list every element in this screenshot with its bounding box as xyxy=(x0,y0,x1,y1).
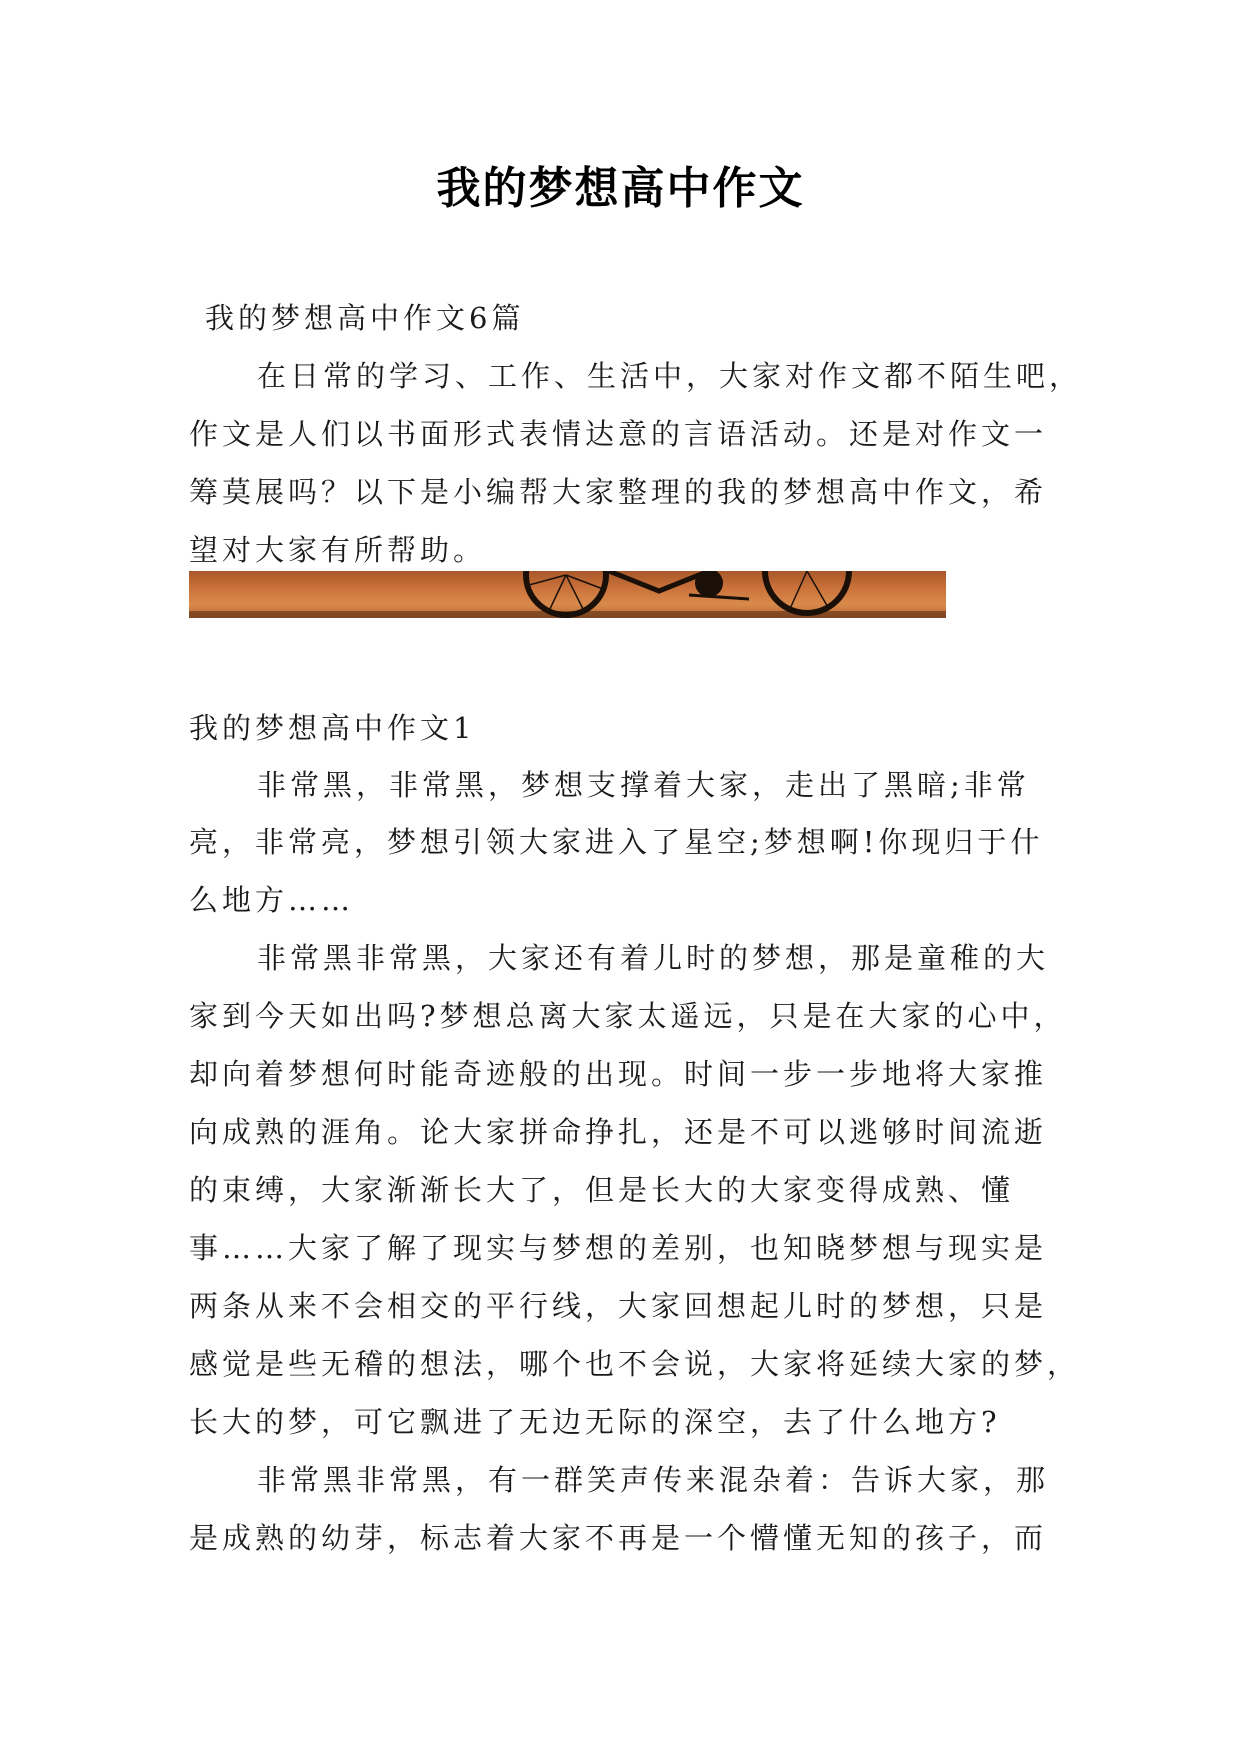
intro-line: 在日常的学习、工作、生活中，大家对作文都不陌生吧， xyxy=(257,359,1083,393)
body-line: 么地方…… xyxy=(189,883,355,917)
body-line: 向成熟的涯角。论大家拼命挣扎，还是不可以逃够时间流逝 xyxy=(189,1115,1048,1149)
body-line: 事……大家了解了现实与梦想的差别，也知晓梦想与现实是 xyxy=(189,1231,1048,1265)
document-title: 我的梦想高中作文 xyxy=(436,163,805,214)
body-line: 却向着梦想何时能奇迹般的出现。时间一步一步地将大家推 xyxy=(189,1057,1048,1091)
bicycle-silhouette-image xyxy=(189,571,946,618)
body-line: 长大的梦，可它飘进了无边无际的深空，去了什么地方? xyxy=(189,1405,1001,1439)
body-line: 非常黑非常黑，大家还有着儿时的梦想，那是童稚的大 xyxy=(257,941,1050,975)
body-line: 的束缚，大家渐渐长大了，但是长大的大家变得成熟、懂 xyxy=(189,1173,1015,1207)
body-line: 是成熟的幼芽，标志着大家不再是一个懵懂无知的孩子，而 xyxy=(189,1521,1048,1555)
body-line: 非常黑非常黑，有一群笑声传来混杂着：告诉大家，那 xyxy=(257,1463,1050,1497)
intro-line: 筹莫展吗？以下是小编帮大家整理的我的梦想高中作文，希 xyxy=(189,475,1048,509)
body-line: 两条从来不会相交的平行线，大家回想起儿时的梦想，只是 xyxy=(189,1289,1048,1323)
intro-line: 望对大家有所帮助。 xyxy=(189,533,487,567)
body-line: 亮，非常亮，梦想引领大家进入了星空;梦想啊!你现归于什 xyxy=(189,825,1044,859)
document-subtitle: 我的梦想高中作文6篇 xyxy=(205,301,525,335)
section-title: 我的梦想高中作文1 xyxy=(189,711,476,745)
body-line: 非常黑，非常黑，梦想支撑着大家，走出了黑暗;非常 xyxy=(257,768,1030,802)
body-line: 家到今天如出吗?梦想总离大家太遥远，只是在大家的心中， xyxy=(189,999,1067,1033)
intro-line: 作文是人们以书面形式表情达意的言语活动。还是对作文一 xyxy=(189,417,1048,451)
body-line: 感觉是些无稽的想法，哪个也不会说，大家将延续大家的梦， xyxy=(189,1347,1081,1381)
